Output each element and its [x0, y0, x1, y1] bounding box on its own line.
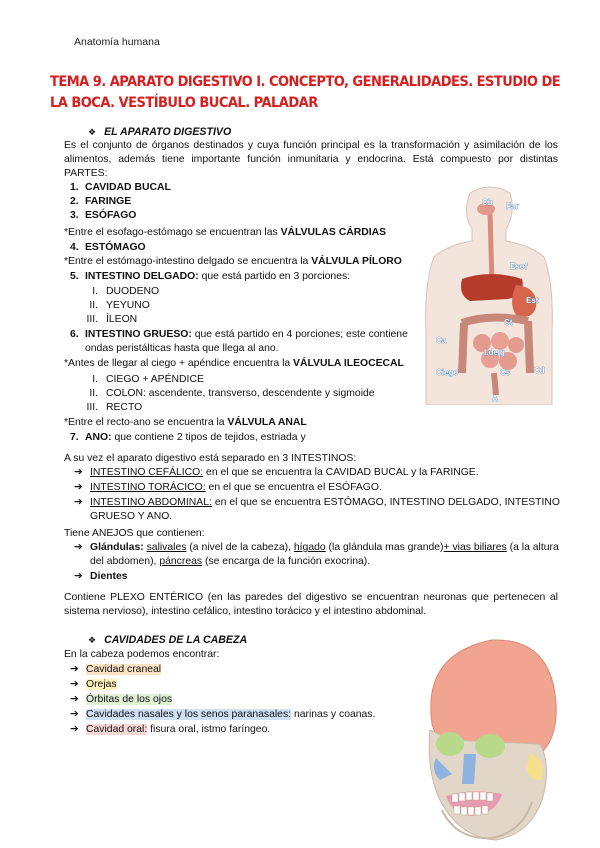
skull-figure [412, 634, 562, 846]
list-item: ➔ Cavidad craneal [70, 664, 162, 675]
label-a: A [492, 394, 498, 403]
label-ct: Ct [504, 318, 513, 327]
intro-paragraph: Es el conjunto de órganos destinados y cuya función principal es la transformación y asimilación de los alimentos, además tiene importante función inmunitaria y endocrina. Está compuesto por distintas PARTES: [64, 140, 558, 179]
arrow-right-icon: ➔ [74, 497, 83, 508]
sub-item: III. ÍLEON [86, 314, 138, 325]
anejos-intro: Tiene ANEJOS que contienen: [64, 528, 205, 539]
list-item: ➔ Órbitas de los ojos [70, 694, 173, 705]
list-item: 4. ESTÓMAGO [70, 242, 146, 253]
label-ciego: Ciego [436, 368, 459, 377]
arrow-right-icon: ➔ [70, 664, 79, 675]
label-ca: Ca [436, 336, 447, 345]
cavidades-intro: En la cabeza podemos encontrar: [64, 649, 220, 660]
nasal-cavity-shape [462, 754, 476, 784]
sub-item: II. YEYUNO [89, 300, 150, 311]
note-anal: *Entre el recto-ano se encuentra la VÁLVULA ANAL [64, 417, 307, 428]
list-item: ➔ Cavidad oral: fisura oral, istmo faríngeo. [70, 724, 271, 735]
list-item: 5. INTESTINO DELGADO: que está partido en 3 porciones: [70, 271, 351, 282]
list-item: 7. ANO: que contiene 2 tipos de tejidos, estriada y [70, 432, 306, 443]
label-far: Far [506, 202, 519, 211]
list-item: 3. ESÓFAGO [70, 210, 137, 221]
section-heading-aparato: ❖ EL APARATO DIGESTIVO [88, 126, 232, 138]
list-item: ➔ Dientes [74, 571, 128, 582]
page-title: TEMA 9. APARATO DIGESTIVO I. CONCEPTO, GENERALIDADES. ESTUDIO DE LA BOCA. VESTÍBULO BUCAL. PALADAR [50, 74, 561, 111]
intestinos-intro: A su vez el aparato digestivo está separado en 3 INTESTINOS: [64, 453, 357, 464]
digestive-system-figure [420, 183, 558, 405]
list-item: 2. FARINGE [70, 196, 132, 207]
label-cs: Cs [500, 368, 511, 377]
list-item: ➔ INTESTINO ABDOMINAL: en el que se encuentra ESTÓMAGO, INTESTINO DELGADO, INTESTINO GRUESO Y ANO. [74, 497, 560, 522]
arrow-right-icon: ➔ [74, 467, 83, 478]
arrow-right-icon: ➔ [70, 724, 79, 735]
diamond-bullet-icon: ❖ [88, 127, 97, 137]
list-item: ➔ Glándulas: salivales (a nivel de la cabeza), hígado (la glándula mas grande)+ vias biliares (a la altura del abdomen), páncreas (se encarga de la función exocrina). [74, 542, 559, 567]
label-esof: Esof [510, 262, 528, 271]
sub-item: I. DUODENO [92, 286, 160, 297]
label-cd: Cd [534, 366, 545, 375]
list-item: 6. INTESTINO GRUESO: que está partido en 4 porciones; este contiene ondas peristálticas hasta que llega al ano. [70, 329, 408, 354]
arrow-right-icon: ➔ [74, 482, 83, 493]
orbit-left-shape [436, 732, 464, 756]
sub-item: II. COLON: ascendente, transverso, descendente y sigmoide [89, 388, 375, 399]
arrow-right-icon: ➔ [70, 709, 79, 720]
orbit-right-shape [475, 734, 505, 758]
arrow-right-icon: ➔ [70, 679, 79, 690]
sub-item: I. CIEGO + APÉNDICE [92, 374, 204, 385]
colon-descending-shape [528, 321, 530, 373]
esophagus-shape [490, 213, 492, 283]
colon-ascending-shape [462, 323, 464, 373]
list-item: ➔ Cavidades nasales y los senos paranasales: narinas y coanas. [70, 709, 376, 720]
label-est: Est [526, 296, 539, 305]
sub-item: III. RECTO [86, 402, 143, 413]
arrow-right-icon: ➔ [74, 571, 83, 582]
arrow-right-icon: ➔ [74, 542, 83, 553]
note-ileocecal: *Antes de llegar al ciego + apéndice encuentra la VÁLVULA ILEOCECAL [64, 358, 404, 369]
note-piloro: *Entre el estómago-intestino delgado se encuentra la VÁLVULA PÍLORO [64, 256, 402, 267]
label-cb: Cb [482, 198, 493, 207]
rectum-shape [494, 373, 496, 395]
page-header: Anatomía humana [74, 36, 160, 48]
note-cardias: *Entre el esofago-estómago se encuentran las VÁLVULAS CÁRDIAS [64, 227, 387, 238]
arrow-right-icon: ➔ [70, 694, 79, 705]
section-heading-cavidades: ❖ CAVIDADES DE LA CABEZA [88, 634, 248, 646]
diamond-bullet-icon: ❖ [88, 635, 97, 645]
plexo-paragraph: Contiene PLEXO ENTÉRICO (en las paredes del digestivo se encuentran neuronas que pertenecen al sistema nervioso), intestino cefálico, intestino torácico y el intestino abdominal. [64, 592, 558, 617]
list-item: ➔ INTESTINO TORÁCICO: en el que se encuentra el ESÓFAGO. [74, 482, 382, 493]
label-idelg: I.delg [484, 348, 505, 357]
list-item: 1. CAVIDAD BUCAL [70, 182, 171, 193]
list-item: ➔ Orejas [70, 679, 117, 690]
list-item: ➔ INTESTINO CEFÁLICO: en el que se encuentra la CAVIDAD BUCAL y la FARINGE. [74, 467, 479, 478]
